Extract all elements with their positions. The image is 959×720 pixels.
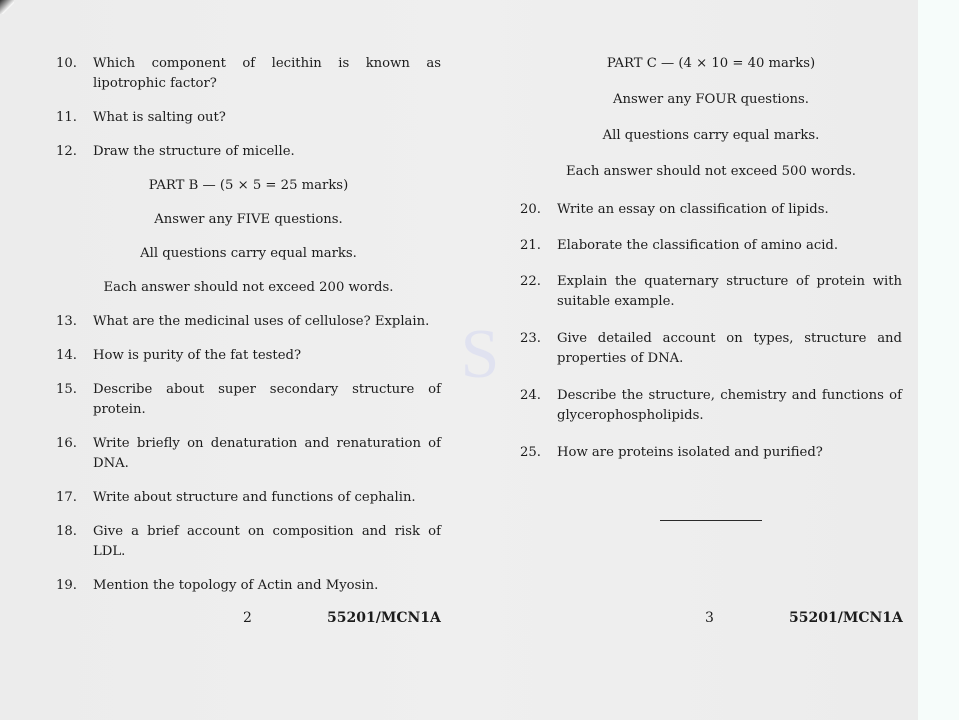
- question-text: Give detailed account on types, structure and properties of DNA.: [557, 331, 902, 366]
- question-number: 20.: [520, 202, 541, 217]
- question-10: [56, 54, 441, 94]
- question-text: Describe about super secondary structure of protein.: [93, 382, 441, 417]
- question-14: [56, 346, 441, 366]
- right-page-content: [520, 54, 902, 463]
- question-11: [56, 108, 441, 128]
- question-number: 19.: [56, 578, 77, 593]
- question-number: 18.: [56, 524, 77, 539]
- question-18: [56, 522, 441, 562]
- question-15: [56, 380, 441, 420]
- question-text: Draw the structure of micelle.: [93, 144, 295, 159]
- question-23: [520, 329, 902, 369]
- part-c-instruction: Answer any FOUR questions.: [613, 92, 809, 107]
- question-21: [520, 236, 902, 256]
- part-c-instruction: Each answer should not exceed 500 words.: [566, 164, 856, 179]
- page-corner-fold: [0, 0, 14, 14]
- question-text: How are proteins isolated and purified?: [557, 445, 823, 460]
- question-number: 12.: [56, 144, 77, 159]
- question-number: 17.: [56, 490, 77, 505]
- question-text: Elaborate the classification of amino acid.: [557, 238, 839, 253]
- s-logo-watermark-icon: S: [460, 316, 500, 393]
- question-number: 24.: [520, 388, 541, 403]
- question-text: Write briefly on denaturation and renaturation of DNA.: [93, 436, 441, 471]
- part-b-instruction: Each answer should not exceed 200 words.: [103, 280, 394, 295]
- question-20: [520, 200, 902, 220]
- scan-edge: [918, 0, 959, 720]
- right-page-number: [705, 610, 714, 626]
- question-17: [56, 488, 441, 508]
- question-13: [56, 312, 441, 332]
- left-paper-code: 55201/MCN1A: [327, 610, 441, 626]
- page-number: 3: [705, 610, 714, 626]
- page-number: 2: [243, 610, 252, 626]
- part-c-instruction: All questions carry equal marks.: [602, 128, 820, 143]
- question-number: 21.: [520, 238, 541, 253]
- question-number: 14.: [56, 348, 77, 363]
- question-number: 10.: [56, 56, 77, 71]
- question-number: 11.: [56, 110, 77, 125]
- part-b-heading: PART B — (5 × 5 = 25 marks): [148, 178, 349, 193]
- part-b-instruction: Answer any FIVE questions.: [154, 212, 343, 227]
- question-text: Mention the topology of Actin and Myosin.: [93, 578, 379, 593]
- question-number: 13.: [56, 314, 77, 329]
- question-text: Describe the structure, chemistry and functions of glycerophospholipids.: [557, 388, 902, 423]
- question-number: 16.: [56, 436, 77, 451]
- question-number: 22.: [520, 274, 541, 289]
- question-19: [56, 576, 441, 596]
- question-text: How is purity of the fat tested?: [93, 348, 302, 363]
- question-text: What are the medicinal uses of cellulose? Explain.: [93, 314, 430, 329]
- question-number: 23.: [520, 331, 541, 346]
- question-12: [56, 142, 441, 162]
- question-number: 25.: [520, 445, 541, 460]
- question-24: [520, 386, 902, 426]
- question-text: What is salting out?: [93, 110, 226, 125]
- part-c-heading: PART C — (4 × 10 = 40 marks): [606, 56, 816, 71]
- part-b-instruction: All questions carry equal marks.: [140, 246, 357, 261]
- question-text: Give a brief account on composition and risk of LDL.: [93, 524, 441, 559]
- question-text: Which component of lecithin is known as lipotrophic factor?: [93, 56, 441, 91]
- question-number: 15.: [56, 382, 77, 397]
- question-16: [56, 434, 441, 474]
- question-25: [520, 443, 902, 463]
- left-page-content: [56, 54, 441, 596]
- left-page-number: [243, 610, 252, 626]
- end-of-paper-rule: [660, 520, 762, 521]
- right-paper-code: 55201/MCN1A: [789, 610, 903, 626]
- question-text: Write an essay on classification of lipids.: [557, 202, 829, 217]
- question-text: Explain the quaternary structure of protein with suitable example.: [557, 274, 902, 309]
- question-22: [520, 272, 902, 312]
- question-text: Write about structure and functions of cephalin.: [93, 490, 416, 505]
